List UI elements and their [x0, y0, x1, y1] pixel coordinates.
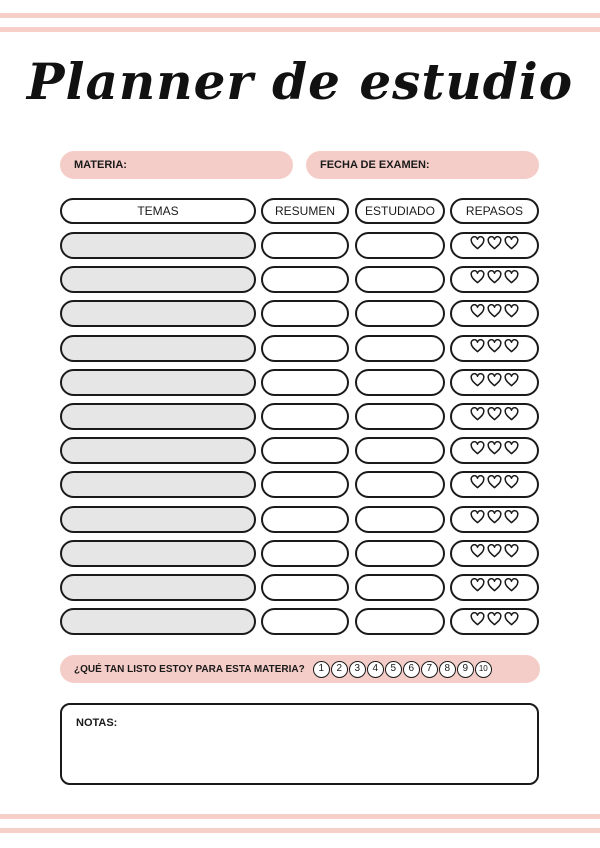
readiness-option[interactable]: 6 [403, 661, 420, 678]
heart-icon[interactable] [504, 544, 519, 563]
estudiado-cell[interactable] [355, 266, 445, 293]
heart-icon[interactable] [487, 612, 502, 631]
resumen-cell[interactable] [261, 232, 349, 259]
hearts-group [452, 508, 537, 531]
heart-icon[interactable] [470, 510, 485, 529]
heart-icon[interactable] [470, 339, 485, 358]
heart-icon[interactable] [504, 475, 519, 494]
hearts-group [452, 371, 537, 394]
heart-icon[interactable] [487, 441, 502, 460]
heart-icon[interactable] [470, 544, 485, 563]
readiness-option[interactable]: 1 [313, 661, 330, 678]
estudiado-cell[interactable] [355, 232, 445, 259]
hearts-group [452, 268, 537, 291]
hearts-group [452, 576, 537, 599]
repasos-cell[interactable] [450, 540, 539, 567]
estudiado-cell[interactable] [355, 369, 445, 396]
readiness-option[interactable]: 4 [367, 661, 384, 678]
readiness-scale [313, 661, 492, 678]
notes-label: NOTAS: [76, 717, 118, 729]
resumen-cell[interactable] [261, 437, 349, 464]
bottom-stripe-2 [0, 828, 600, 833]
temas-cell[interactable] [60, 403, 256, 430]
heart-icon[interactable] [470, 578, 485, 597]
heart-icon[interactable] [504, 441, 519, 460]
heart-icon[interactable] [487, 236, 502, 255]
readiness-option[interactable]: 10 [475, 661, 492, 678]
hearts-group [452, 302, 537, 325]
repasos-cell[interactable] [450, 266, 539, 293]
temas-cell[interactable] [60, 300, 256, 327]
temas-cell[interactable] [60, 266, 256, 293]
estudiado-cell[interactable] [355, 335, 445, 362]
materia-label: MATERIA: [74, 159, 127, 171]
notes-box[interactable] [60, 703, 539, 785]
heart-icon[interactable] [470, 270, 485, 289]
temas-cell[interactable] [60, 471, 256, 498]
hearts-group [452, 473, 537, 496]
temas-cell[interactable] [60, 437, 256, 464]
heart-icon[interactable] [504, 407, 519, 426]
readiness-option[interactable]: 8 [439, 661, 456, 678]
resumen-cell[interactable] [261, 540, 349, 567]
header-temas: TEMAS [60, 198, 256, 224]
header-resumen: RESUMEN [261, 198, 349, 224]
repasos-cell[interactable] [450, 437, 539, 464]
top-stripe-2 [0, 27, 600, 32]
temas-cell[interactable] [60, 608, 256, 635]
heart-icon[interactable] [487, 510, 502, 529]
heart-icon[interactable] [487, 544, 502, 563]
header-estudiado: ESTUDIADO [355, 198, 445, 224]
resumen-cell[interactable] [261, 574, 349, 601]
hearts-group [452, 405, 537, 428]
heart-icon[interactable] [470, 407, 485, 426]
estudiado-cell[interactable] [355, 540, 445, 567]
readiness-option[interactable]: 7 [421, 661, 438, 678]
estudiado-cell[interactable] [355, 437, 445, 464]
heart-icon[interactable] [487, 339, 502, 358]
heart-icon[interactable] [504, 510, 519, 529]
fecha-examen-label: FECHA DE EXAMEN: [320, 159, 430, 171]
heart-icon[interactable] [470, 236, 485, 255]
resumen-cell[interactable] [261, 608, 349, 635]
repasos-cell[interactable] [450, 574, 539, 601]
estudiado-cell[interactable] [355, 403, 445, 430]
materia-field[interactable] [60, 151, 293, 179]
heart-icon[interactable] [470, 304, 485, 323]
estudiado-cell[interactable] [355, 300, 445, 327]
temas-cell[interactable] [60, 335, 256, 362]
heart-icon[interactable] [504, 373, 519, 392]
estudiado-cell[interactable] [355, 506, 445, 533]
estudiado-cell[interactable] [355, 471, 445, 498]
page-title: Planner de estudio [26, 52, 574, 111]
readiness-bar [60, 655, 540, 683]
hearts-group [452, 234, 537, 257]
repasos-cell[interactable] [450, 335, 539, 362]
repasos-cell[interactable] [450, 403, 539, 430]
hearts-group [452, 610, 537, 633]
resumen-cell[interactable] [261, 471, 349, 498]
estudiado-cell[interactable] [355, 608, 445, 635]
heart-icon[interactable] [470, 441, 485, 460]
heart-icon[interactable] [504, 304, 519, 323]
heart-icon[interactable] [470, 373, 485, 392]
heart-icon[interactable] [504, 236, 519, 255]
heart-icon[interactable] [487, 578, 502, 597]
top-stripe-1 [0, 13, 600, 18]
heart-icon[interactable] [487, 304, 502, 323]
heart-icon[interactable] [487, 373, 502, 392]
heart-icon[interactable] [504, 339, 519, 358]
header-repasos: REPASOS [450, 198, 539, 224]
heart-icon[interactable] [504, 612, 519, 631]
temas-cell[interactable] [60, 369, 256, 396]
heart-icon[interactable] [487, 270, 502, 289]
readiness-option[interactable]: 5 [385, 661, 402, 678]
heart-icon[interactable] [504, 270, 519, 289]
repasos-cell[interactable] [450, 369, 539, 396]
heart-icon[interactable] [487, 475, 502, 494]
repasos-cell[interactable] [450, 608, 539, 635]
resumen-cell[interactable] [261, 335, 349, 362]
heart-icon[interactable] [487, 407, 502, 426]
repasos-cell[interactable] [450, 471, 539, 498]
temas-cell[interactable] [60, 232, 256, 259]
heart-icon[interactable] [470, 475, 485, 494]
resumen-cell[interactable] [261, 506, 349, 533]
readiness-option[interactable]: 3 [349, 661, 366, 678]
temas-cell[interactable] [60, 540, 256, 567]
resumen-cell[interactable] [261, 300, 349, 327]
hearts-group [452, 337, 537, 360]
heart-icon[interactable] [504, 578, 519, 597]
readiness-option[interactable]: 2 [331, 661, 348, 678]
repasos-cell[interactable] [450, 232, 539, 259]
resumen-cell[interactable] [261, 369, 349, 396]
temas-cell[interactable] [60, 506, 256, 533]
temas-cell[interactable] [60, 574, 256, 601]
readiness-label: ¿QUÉ TAN LISTO ESTOY PARA ESTA MATERIA? [74, 663, 305, 675]
repasos-cell[interactable] [450, 300, 539, 327]
estudiado-cell[interactable] [355, 574, 445, 601]
heart-icon[interactable] [470, 612, 485, 631]
resumen-cell[interactable] [261, 266, 349, 293]
bottom-stripe-1 [0, 814, 600, 819]
repasos-cell[interactable] [450, 506, 539, 533]
hearts-group [452, 439, 537, 462]
hearts-group [452, 542, 537, 565]
readiness-option[interactable]: 9 [457, 661, 474, 678]
resumen-cell[interactable] [261, 403, 349, 430]
fecha-examen-field[interactable] [306, 151, 539, 179]
